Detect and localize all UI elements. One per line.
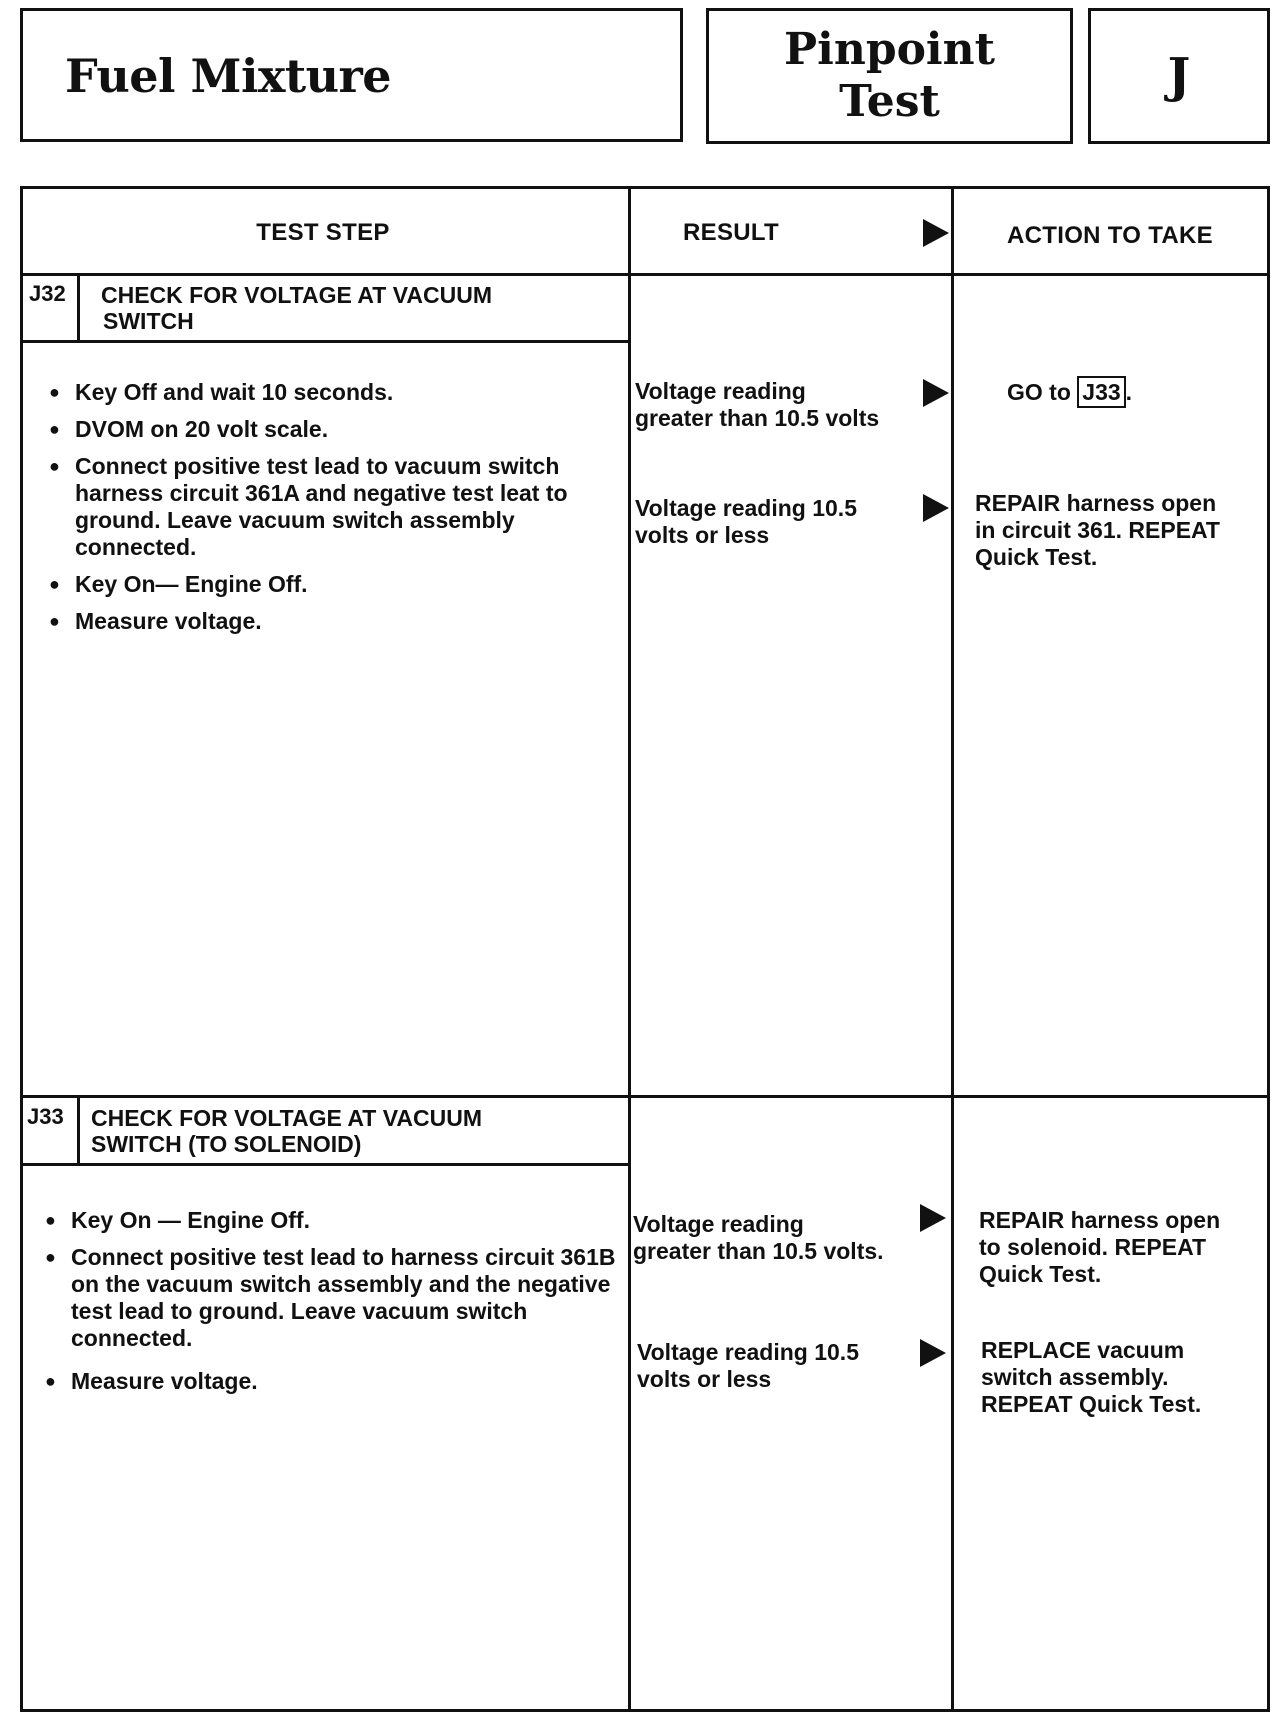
j33-label-bottom [23,1163,628,1166]
column-header-test-step: TEST STEP [256,219,390,246]
result-line2: greater than 10.5 volts [635,405,880,431]
action-line1: REPLACE vacuum [981,1337,1185,1363]
pinpoint-test-box [706,8,1073,144]
action-line2: in circuit 361. REPEAT [975,517,1220,543]
column-divider-2 [951,189,954,1709]
step-title-line1: CHECK FOR VOLTAGE AT VACUUM [91,1105,482,1131]
action-line1: REPAIR harness open [975,490,1217,516]
pinpoint-label: Pinpoint [784,24,995,75]
list-item: ● Connect positive test lead to harness circuit 361B on the vacuum switch assembly and the negative test lead to ground. Leave vacuum switch connected. [45,1244,631,1352]
list-item: ● DVOM on 20 volt scale. [49,416,649,443]
arrow-icon [923,494,949,522]
action-prefix: GO to [1007,379,1071,405]
result-line1: Voltage reading 10.5 [637,1339,859,1365]
section-letter-box [1088,8,1270,144]
j33-action-1 [979,1207,1220,1288]
page-title: Fuel Mixture [65,49,392,103]
step-title-j32 [101,282,492,334]
section-letter: J [1167,48,1191,104]
arrow-icon [923,379,949,407]
step-reference-j33[interactable]: J33 [1077,376,1125,408]
step-id-j32: J32 [29,281,66,306]
result-line1: Voltage reading [633,1211,804,1237]
j32-action-1 [1007,376,1132,408]
result-line1: Voltage reading 10.5 [635,495,857,521]
step-title-j33 [91,1105,482,1157]
j32-result-2 [635,495,857,549]
step-title-line1: CHECK FOR VOLTAGE AT VACUUM [101,282,492,308]
result-line2: greater than 10.5 volts. [633,1238,884,1264]
j32-result-1 [635,378,879,432]
j33-result-2 [637,1339,859,1393]
action-line3: Quick Test. [975,544,1098,570]
arrow-icon [920,1339,946,1367]
test-label: Test [839,76,940,127]
action-line3: Quick Test. [979,1261,1102,1287]
action-suffix: . [1125,379,1133,405]
j33-result-1 [633,1211,884,1265]
column-header-result: RESULT [683,219,780,246]
j33-section-top [23,1095,1267,1098]
action-line2: to solenoid. REPEAT [979,1234,1207,1260]
j33-instructions [45,1207,645,1405]
j33-action-2 [981,1337,1201,1418]
list-item: ● Key On— Engine Off. [49,571,649,598]
column-header-action: ACTION TO TAKE [1007,222,1213,249]
list-item: ● Key Off and wait 10 seconds. [49,379,649,406]
action-line2: switch assembly. [981,1364,1169,1390]
test-table [20,186,1270,1712]
list-item: ● Measure voltage. [45,1368,645,1395]
header-separator [23,273,1267,276]
j32-action-2 [975,490,1220,571]
step-id-j33: J33 [27,1104,64,1129]
result-line2: volts or less [637,1366,772,1392]
list-item: ● Connect positive test lead to vacuum switch harness circuit 361A and negative test leat to ground. Leave vacuum switch assembly connected. [49,453,635,561]
action-line1: REPAIR harness open [979,1207,1221,1233]
step-title-line2: SWITCH [103,308,194,334]
result-line1: Voltage reading [635,378,806,404]
j32-instructions [49,379,649,645]
list-item: ● Key On — Engine Off. [45,1207,645,1234]
arrow-icon [920,1204,946,1232]
title-box [20,8,683,142]
j33-id-divider [77,1095,80,1165]
j32-label-bottom [23,340,628,343]
arrow-icon [923,219,949,247]
j32-id-divider [77,273,80,341]
result-line2: volts or less [635,522,770,548]
list-item: ● Measure voltage. [49,608,649,635]
step-title-line2: SWITCH (TO SOLENOID) [91,1131,362,1157]
action-line3: REPEAT Quick Test. [981,1391,1202,1417]
